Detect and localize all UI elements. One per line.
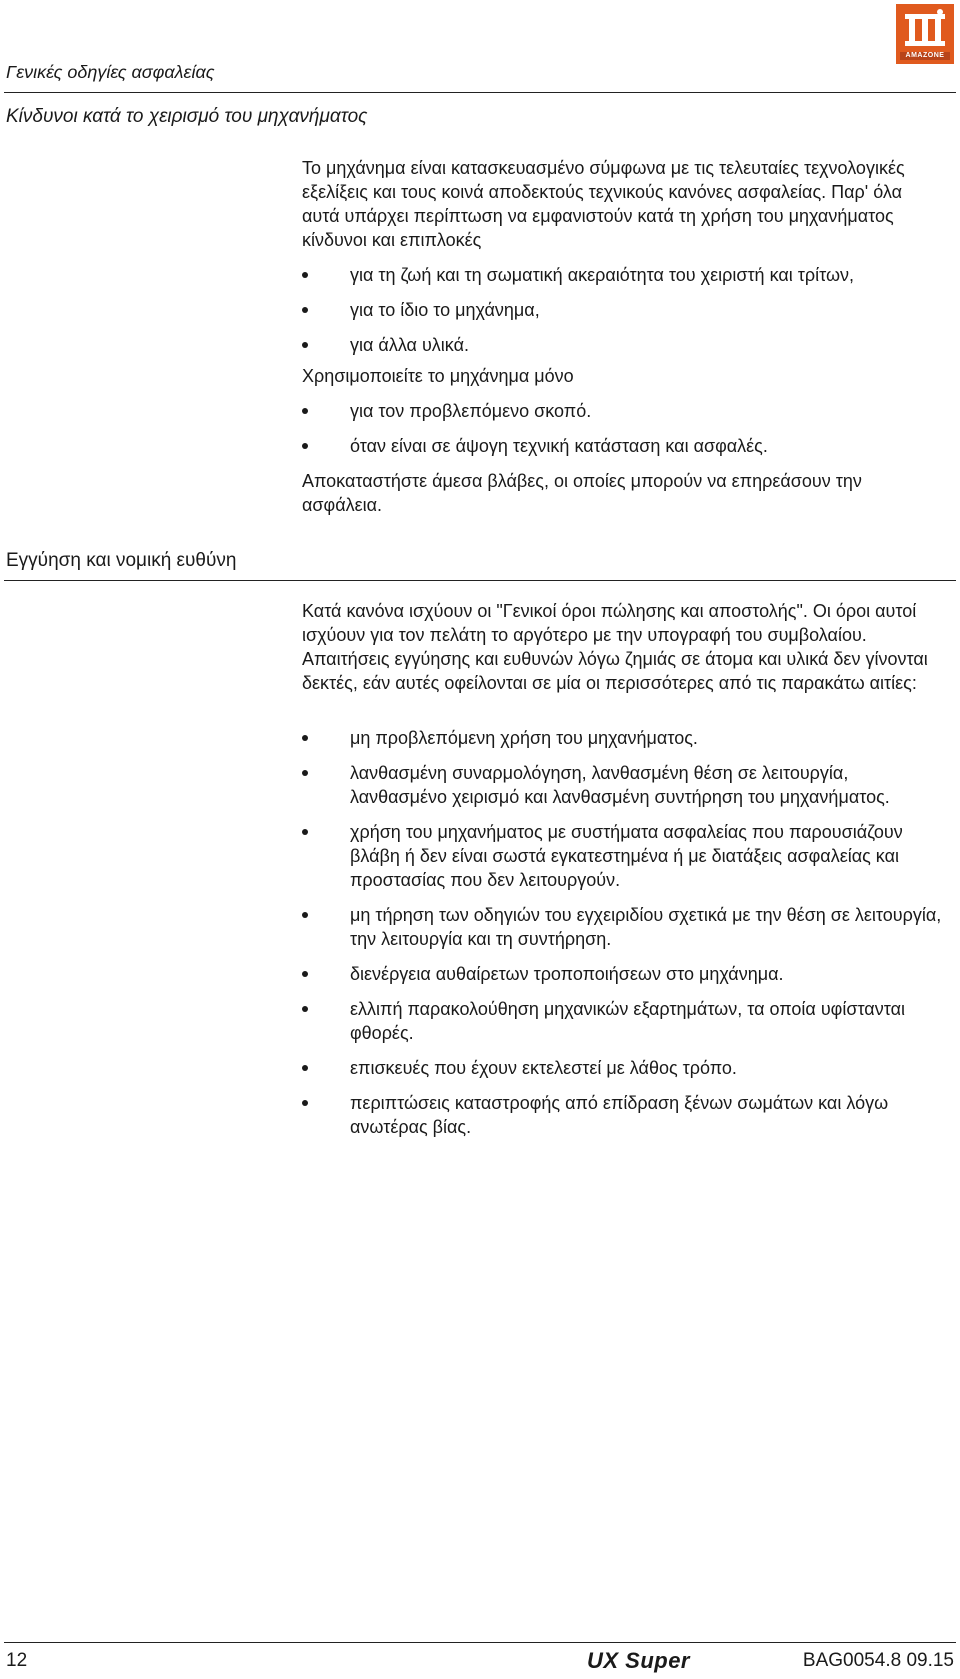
list-item: για τη ζωή και τη σωματική ακεραιότητα του χειριστή και τρίτων, — [302, 263, 942, 287]
list-item: για τον προβλεπόμενο σκοπό. — [302, 399, 942, 423]
warranty-exclusions-list — [302, 726, 942, 1139]
usage-lead-text: Χρησιμοποιείτε το μηχάνημα μόνο — [302, 366, 574, 386]
list-item: διενέργεια αυθαίρετων τροποποιήσεων στο μηχάνημα. — [302, 962, 942, 986]
list-item: λανθασμένη συναρμολόγηση, λανθασμένη θέση σε λειτουργία, λανθασμένο χειρισμό και λανθασμένη συντήρηση του μηχανήματος. — [302, 761, 942, 809]
hazards-risk-list — [302, 263, 942, 357]
page-number: 12 — [6, 1650, 28, 1671]
section-rule — [4, 580, 956, 581]
usage-conditions-list — [302, 399, 942, 458]
header-rule — [4, 92, 956, 93]
list-item: ελλιπή παρακολούθηση μηχανικών εξαρτημάτων, τα οποία υφίστανται φθορές. — [302, 997, 942, 1045]
list-item: για το ίδιο το μηχάνημα, — [302, 298, 942, 322]
footer-rule — [4, 1642, 956, 1643]
hazards-intro-paragraph: Το μηχάνημα είναι κατασκευασμένο σύμφωνα με τις τελευταίες τεχνολογικές εξελίξεις και τους κοινά αποδεκτούς τεχνικούς κανόνες ασφαλείας. Παρ' όλα αυτά υπάρχει περίπτωση να εμφανιστούν κατά τη χρήση του μηχανήματος κίνδυνοι και επιπλοκές — [302, 158, 905, 250]
list-item: μη τήρηση των οδηγιών του εγχειριδίου σχετικά με την θέση σε λειτουργία, την λειτουργία και τη συντήρηση. — [302, 903, 942, 951]
warranty-intro-paragraph: Κατά κανόνα ισχύουν οι "Γενικοί όροι πώλησης και αποστολής". Οι όροι αυτοί ισχύουν για τον πελάτη το αργότερο με την υπογραφή του συμβολαίου. Απαιτήσεις εγγύησης και ευθυνών λόγω ζημιάς σε άτομα και υλικά δεν γίνονται δεκτές, εάν αυτές οφείλονται σε μία οι περισσότερες από τις παρακάτω αιτίες: — [302, 601, 928, 693]
list-item: μη προβλεπόμενη χρήση του μηχανήματος. — [302, 726, 942, 750]
running-title: Γενικές οδηγίες ασφαλείας — [6, 62, 215, 82]
hazards-closing-paragraph: Αποκαταστήστε άμεσα βλάβες, οι οποίες μπορούν να επηρεάσουν την ασφάλεια. — [302, 471, 862, 515]
list-item: όταν είναι σε άψογη τεχνική κατάσταση και ασφαλές. — [302, 434, 942, 458]
list-item: επισκευές που έχουν εκτελεστεί με λάθος τρόπο. — [302, 1056, 942, 1080]
list-item: χρήση του μηχανήματος με συστήματα ασφαλείας που παρουσιάζουν βλάβη ή δεν είναι σωστά εγκατεστημένα ή με διατάξεις ασφαλείας και προστασίας που δεν λειτουργούν. — [302, 820, 942, 892]
section-title-hazards: Κίνδυνοι κατά το χειρισμό του μηχανήματος — [6, 106, 368, 127]
list-item: για άλλα υλικά. — [302, 333, 942, 357]
section-title-warranty: Εγγύηση και νομική ευθύνη — [6, 550, 237, 571]
product-name: UX Super — [586, 1648, 690, 1673]
document-reference: BAG0054.8 09.15 — [802, 1650, 954, 1671]
logo-wordmark: AMAZONE — [905, 52, 945, 59]
list-item: περιπτώσεις καταστροφής από επίδραση ξένων σωμάτων και λόγω ανωτέρας βίας. — [302, 1091, 942, 1139]
